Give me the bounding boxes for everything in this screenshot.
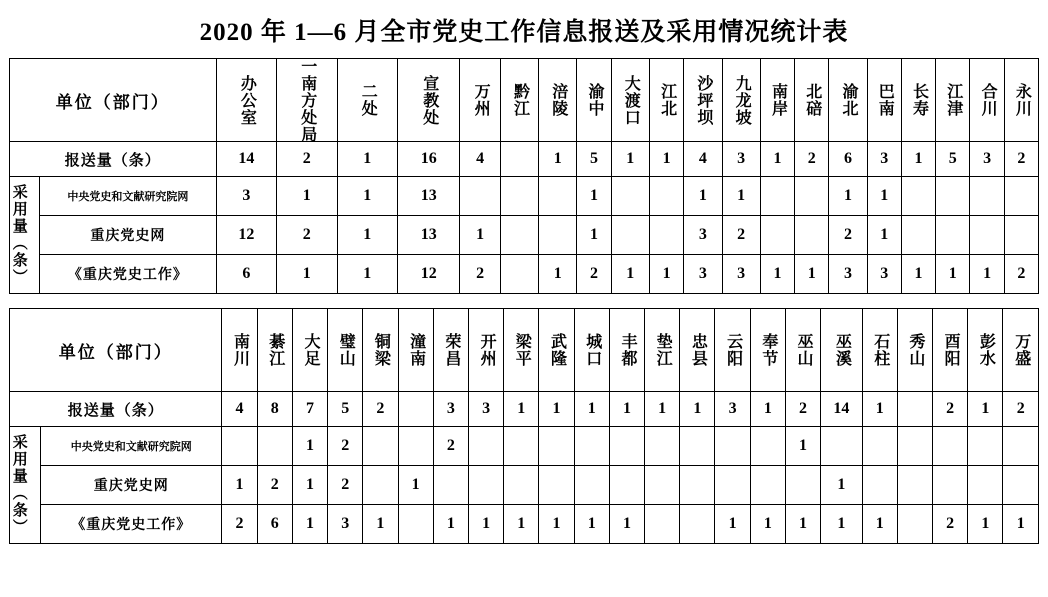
data-cell	[862, 466, 897, 505]
unit-header-label: 单位（部门）	[55, 92, 170, 112]
data-cell: 1	[539, 255, 577, 294]
row-label-cell	[10, 392, 222, 427]
data-cell: 2	[577, 255, 611, 294]
data-cell	[897, 392, 932, 427]
column-header: 铜梁	[363, 309, 398, 392]
data-cell: 5	[577, 142, 611, 177]
table-row	[10, 392, 1039, 427]
data-cell: 1	[684, 177, 722, 216]
data-cell: 3	[684, 255, 722, 294]
column-header: 云阳	[715, 309, 750, 392]
data-cell: 1	[760, 142, 794, 177]
data-cell	[715, 466, 750, 505]
column-header: 綦江	[257, 309, 292, 392]
data-cell: 1	[574, 392, 609, 427]
data-cell	[257, 427, 292, 466]
data-cell: 1	[680, 392, 715, 427]
data-cell	[500, 255, 538, 294]
data-cell: 1	[715, 505, 750, 544]
table-header-row	[10, 309, 1039, 392]
data-cell	[1003, 466, 1039, 505]
data-cell	[897, 505, 932, 544]
data-cell: 2	[328, 466, 363, 505]
data-cell: 12	[398, 255, 460, 294]
data-cell: 2	[277, 216, 337, 255]
data-cell: 5	[936, 142, 970, 177]
column-header: 一南方处局	[277, 59, 337, 142]
data-cell: 2	[277, 142, 337, 177]
row-label: 中央党史和文献研究院网	[70, 441, 192, 453]
column-header: 忠县	[680, 309, 715, 392]
data-cell	[468, 466, 503, 505]
column-header: 奉节	[750, 309, 785, 392]
data-cell: 1	[829, 177, 867, 216]
data-cell: 2	[222, 505, 257, 544]
data-cell	[611, 216, 649, 255]
table-row	[10, 142, 1039, 177]
data-cell: 1	[750, 505, 785, 544]
data-cell: 3	[970, 142, 1004, 177]
column-header: 涪陵	[539, 59, 577, 142]
data-cell: 3	[722, 255, 760, 294]
data-cell	[649, 177, 683, 216]
unit-header-cell	[10, 59, 217, 142]
data-cell: 3	[684, 216, 722, 255]
data-cell	[609, 427, 644, 466]
column-header: 渝北	[829, 59, 867, 142]
data-cell: 1	[785, 427, 820, 466]
unit-header-label: 单位（部门）	[58, 342, 173, 362]
row-label-cell	[41, 505, 222, 544]
data-cell: 1	[649, 142, 683, 177]
data-cell: 14	[821, 392, 862, 427]
page-title: 2020 年 1—6 月全市党史工作信息报送及采用情况统计表	[199, 19, 849, 46]
column-header: 石柱	[862, 309, 897, 392]
data-cell	[897, 466, 932, 505]
data-cell	[539, 177, 577, 216]
column-header: 垫江	[645, 309, 680, 392]
data-cell: 1	[901, 255, 935, 294]
data-cell: 2	[1004, 142, 1038, 177]
row-label-cell	[41, 466, 222, 505]
data-cell: 1	[867, 177, 901, 216]
data-cell: 8	[257, 392, 292, 427]
data-cell	[760, 177, 794, 216]
table-row	[10, 466, 1039, 505]
data-cell: 1	[968, 505, 1003, 544]
data-cell: 1	[862, 505, 897, 544]
data-cell	[504, 427, 539, 466]
data-cell: 1	[222, 466, 257, 505]
data-cell: 1	[504, 505, 539, 544]
data-cell: 3	[867, 255, 901, 294]
data-cell	[785, 466, 820, 505]
table-header-row	[10, 59, 1039, 142]
data-cell	[433, 466, 468, 505]
caiyong-side-label: 采用量（条）	[10, 184, 27, 286]
data-cell: 1	[460, 216, 500, 255]
data-cell: 2	[257, 466, 292, 505]
row-label-cell	[10, 142, 217, 177]
table-row	[10, 216, 1039, 255]
data-cell: 3	[715, 392, 750, 427]
data-cell	[936, 216, 970, 255]
caiyong-side-label-cell	[10, 177, 40, 294]
column-header: 合川	[970, 59, 1004, 142]
column-header: 渝中	[577, 59, 611, 142]
data-cell: 13	[398, 177, 460, 216]
data-cell	[901, 177, 935, 216]
column-header: 南岸	[760, 59, 794, 142]
data-cell: 1	[750, 392, 785, 427]
column-header: 秀山	[897, 309, 932, 392]
data-cell: 1	[337, 255, 397, 294]
column-header: 长寿	[901, 59, 935, 142]
data-cell	[715, 427, 750, 466]
data-cell	[222, 427, 257, 466]
data-cell: 1	[867, 216, 901, 255]
column-header: 璧山	[328, 309, 363, 392]
data-cell	[968, 466, 1003, 505]
data-cell	[970, 177, 1004, 216]
column-header: 万盛	[1003, 309, 1039, 392]
data-cell: 1	[539, 392, 574, 427]
data-cell: 1	[277, 177, 337, 216]
table-row	[10, 505, 1039, 544]
data-cell	[1004, 177, 1038, 216]
data-cell: 1	[292, 505, 327, 544]
data-cell	[1003, 427, 1039, 466]
data-cell: 6	[829, 142, 867, 177]
data-cell: 6	[216, 255, 276, 294]
row-label: 《重庆党史工作》	[67, 268, 188, 283]
data-cell: 3	[216, 177, 276, 216]
data-cell	[933, 466, 968, 505]
unit-header-cell	[10, 309, 222, 392]
row-label-cell	[40, 216, 216, 255]
caiyong-side-label: 采用量（条）	[10, 434, 27, 536]
data-cell: 1	[901, 142, 935, 177]
data-cell	[901, 216, 935, 255]
data-cell	[680, 427, 715, 466]
column-header: 酉阳	[933, 309, 968, 392]
data-cell	[897, 427, 932, 466]
data-cell: 2	[328, 427, 363, 466]
data-cell: 2	[722, 216, 760, 255]
caiyong-side-label-cell	[10, 427, 41, 544]
data-cell: 1	[277, 255, 337, 294]
data-cell: 2	[1003, 392, 1039, 427]
data-cell: 4	[684, 142, 722, 177]
data-cell	[500, 177, 538, 216]
data-cell	[645, 427, 680, 466]
data-cell	[539, 216, 577, 255]
data-cell	[363, 466, 398, 505]
column-header: 大足	[292, 309, 327, 392]
data-cell: 1	[504, 392, 539, 427]
row-label-cell	[40, 177, 216, 216]
data-cell	[574, 427, 609, 466]
data-cell	[862, 427, 897, 466]
table-row	[10, 255, 1039, 294]
data-cell	[500, 142, 538, 177]
data-cell: 3	[468, 392, 503, 427]
data-cell	[750, 427, 785, 466]
table-row	[10, 427, 1039, 466]
row-label: 报送量（条）	[64, 152, 161, 169]
column-header: 北碚	[795, 59, 829, 142]
data-cell: 2	[363, 392, 398, 427]
column-header: 巫溪	[821, 309, 862, 392]
data-cell: 1	[821, 505, 862, 544]
column-header: 武隆	[539, 309, 574, 392]
data-cell: 2	[829, 216, 867, 255]
data-cell: 1	[936, 255, 970, 294]
data-cell: 2	[460, 255, 500, 294]
data-cell	[680, 505, 715, 544]
column-header: 宣教处	[398, 59, 460, 142]
data-cell	[398, 505, 433, 544]
data-cell	[821, 427, 862, 466]
column-header: 城口	[574, 309, 609, 392]
data-cell	[936, 177, 970, 216]
block-spacer	[8, 294, 1040, 308]
data-cell: 3	[328, 505, 363, 544]
data-cell: 2	[933, 505, 968, 544]
data-cell	[398, 392, 433, 427]
row-label: 《重庆党史工作》	[71, 518, 192, 533]
column-header: 江北	[649, 59, 683, 142]
data-cell	[468, 427, 503, 466]
data-cell: 1	[468, 505, 503, 544]
column-header: 梁平	[504, 309, 539, 392]
data-cell: 1	[649, 255, 683, 294]
data-cell	[500, 216, 538, 255]
data-cell	[363, 427, 398, 466]
data-cell	[968, 427, 1003, 466]
row-label: 重庆党史网	[90, 229, 166, 244]
data-cell: 1	[970, 255, 1004, 294]
data-cell: 1	[292, 466, 327, 505]
data-cell: 3	[867, 142, 901, 177]
data-cell: 1	[968, 392, 1003, 427]
column-header: 永川	[1004, 59, 1038, 142]
data-cell	[645, 505, 680, 544]
data-cell: 1	[539, 505, 574, 544]
column-header: 黔江	[500, 59, 538, 142]
column-header: 南川	[222, 309, 257, 392]
data-cell: 4	[222, 392, 257, 427]
data-cell: 1	[577, 216, 611, 255]
column-header: 办公室	[216, 59, 276, 142]
data-cell: 3	[722, 142, 760, 177]
data-cell: 1	[862, 392, 897, 427]
data-cell	[609, 466, 644, 505]
row-label: 中央党史和文献研究院网	[67, 191, 189, 203]
data-cell: 2	[795, 142, 829, 177]
data-cell: 1	[821, 466, 862, 505]
statistics-table-block-1	[9, 58, 1039, 294]
column-header: 万州	[460, 59, 500, 142]
data-cell: 4	[460, 142, 500, 177]
data-cell: 2	[1004, 255, 1038, 294]
data-cell: 1	[363, 505, 398, 544]
data-cell: 1	[292, 427, 327, 466]
data-cell: 13	[398, 216, 460, 255]
data-cell: 1	[1003, 505, 1039, 544]
data-cell: 3	[829, 255, 867, 294]
column-header: 二处	[337, 59, 397, 142]
data-cell	[504, 466, 539, 505]
data-cell	[645, 466, 680, 505]
data-cell: 1	[574, 505, 609, 544]
column-header: 荣昌	[433, 309, 468, 392]
data-cell: 1	[337, 177, 397, 216]
column-header: 江津	[936, 59, 970, 142]
table-row	[10, 177, 1039, 216]
column-header: 巴南	[867, 59, 901, 142]
row-label: 报送量（条）	[67, 402, 164, 419]
column-header: 丰都	[609, 309, 644, 392]
data-cell: 1	[722, 177, 760, 216]
data-cell	[649, 216, 683, 255]
data-cell: 2	[933, 392, 968, 427]
data-cell: 1	[795, 255, 829, 294]
column-header: 潼南	[398, 309, 433, 392]
data-cell: 1	[539, 142, 577, 177]
data-cell	[574, 466, 609, 505]
data-cell	[539, 427, 574, 466]
data-cell	[970, 216, 1004, 255]
data-cell: 6	[257, 505, 292, 544]
data-cell: 7	[292, 392, 327, 427]
data-cell: 12	[216, 216, 276, 255]
data-cell: 1	[609, 505, 644, 544]
data-cell	[611, 177, 649, 216]
data-cell: 2	[433, 427, 468, 466]
data-cell: 1	[609, 392, 644, 427]
data-cell: 5	[328, 392, 363, 427]
data-cell	[760, 216, 794, 255]
column-header: 巫山	[785, 309, 820, 392]
statistics-table-block-2	[9, 308, 1039, 544]
data-cell: 1	[611, 255, 649, 294]
data-cell	[1004, 216, 1038, 255]
data-cell: 2	[785, 392, 820, 427]
data-cell: 1	[398, 466, 433, 505]
data-cell	[933, 427, 968, 466]
column-header: 大渡口	[611, 59, 649, 142]
row-label-cell	[40, 255, 216, 294]
data-cell: 3	[433, 392, 468, 427]
data-cell: 14	[216, 142, 276, 177]
row-label: 重庆党史网	[93, 479, 169, 494]
data-cell	[539, 466, 574, 505]
data-cell: 16	[398, 142, 460, 177]
document-page	[0, 12, 1048, 597]
row-label-cell	[41, 427, 222, 466]
data-cell: 1	[760, 255, 794, 294]
column-header: 彭水	[968, 309, 1003, 392]
column-header: 九龙坡	[722, 59, 760, 142]
data-cell: 1	[785, 505, 820, 544]
data-cell	[795, 177, 829, 216]
data-cell	[398, 427, 433, 466]
data-cell: 1	[337, 142, 397, 177]
data-cell	[680, 466, 715, 505]
data-cell	[795, 216, 829, 255]
data-cell: 1	[577, 177, 611, 216]
data-cell	[750, 466, 785, 505]
data-cell: 1	[433, 505, 468, 544]
data-cell: 1	[645, 392, 680, 427]
data-cell	[460, 177, 500, 216]
column-header: 沙坪坝	[684, 59, 722, 142]
column-header: 开州	[468, 309, 503, 392]
data-cell: 1	[337, 216, 397, 255]
data-cell: 1	[611, 142, 649, 177]
